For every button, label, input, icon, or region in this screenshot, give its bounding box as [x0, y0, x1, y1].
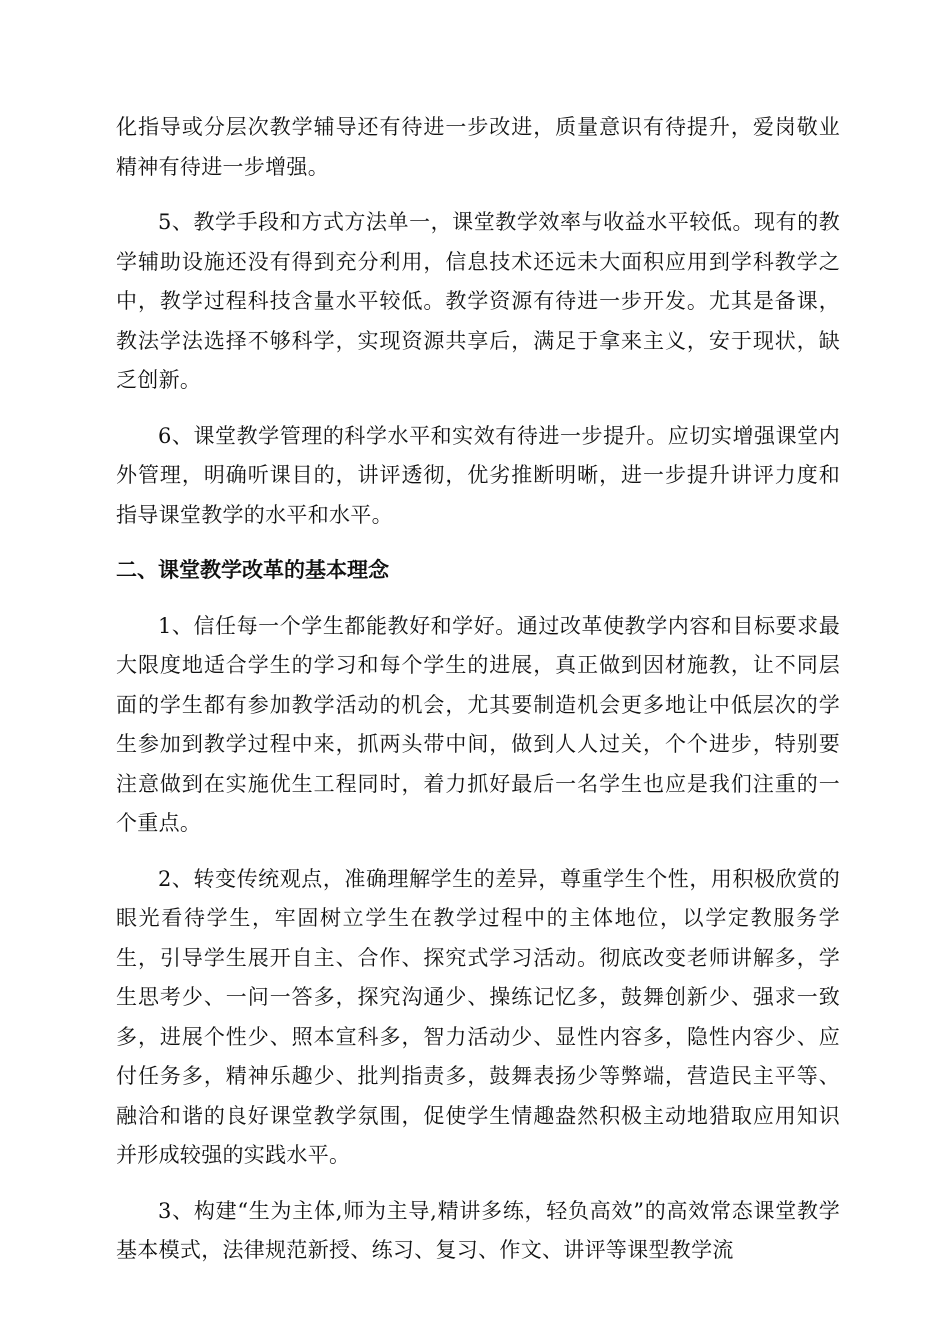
section-heading: 二、课堂教学改革的基本理念: [116, 558, 389, 582]
paragraph-item-5: 5、教学手段和方式方法单一，课堂教学效率与收益水平较低。现有的教学辅助设施还没有得到充分利用，信息技术还远未大面积应用到学科教学之中，教学过程科技含量水平较低。教学资源有待进一步开发。尤其是备课，教法学法选择不够科学，实现资源共享后，满足于拿来主义，安于现状，缺乏创新。: [116, 210, 840, 392]
paragraph-item-6: 6、课堂教学管理的科学水平和实效有待进一步提升。应切实增强课堂内外管理，明确听课目的，讲评透彻，优劣推断明晰，进一步提升讲评力度和指导课堂教学的水平和水平。: [116, 423, 840, 527]
document-body: [116, 108, 840, 1271]
paragraph-continuation: 化指导或分层次教学辅导还有待进一步改进，质量意识有待提升，爱岗敬业精神有待进一步增强。: [116, 115, 840, 179]
paragraph-concept-2: 2、转变传统观点，准确理解学生的差异，尊重学生个性，用积极欣赏的眼光看待学生，牢固树立学生在教学过程中的主体地位，以学定教服务学生，引导学生展开自主、合作、探究式学习活动。彻底改变老师讲解多，学生思考少、一问一答多，探究沟通少、操练记忆多，鼓舞创新少、强求一致多，进展个性少、照本宣科多，智力活动少、显性内容多，隐性内容少、应付任务多，精神乐趣少、批判指责多，鼓舞表扬少等弊端，营造民主平等、融洽和谐的良好课堂教学氛围，促使学生情趣盎然积极主动地猎取应用知识并形成较强的实践水平。: [116, 866, 840, 1167]
paragraph-concept-1: 1、信任每一个学生都能教好和学好。通过改革使教学内容和目标要求最大限度地适合学生的学习和每个学生的进展，真正做到因材施教，让不同层面的学生都有参加教学活动的机会，尤其要制造机会更多地让中低层次的学生参加到教学过程中来，抓两头带中间，做到人人过关，个个进步，特别要注意做到在实施优生工程同时，着力抓好最后一名学生也应是我们注重的一个重点。: [116, 613, 840, 835]
paragraph-concept-3: 3、构建“生为主体,师为主导,精讲多练，轻负高效”的高效常态课堂教学基本模式，法律规范新授、练习、复习、作文、讲评等课型教学流: [116, 1198, 840, 1262]
